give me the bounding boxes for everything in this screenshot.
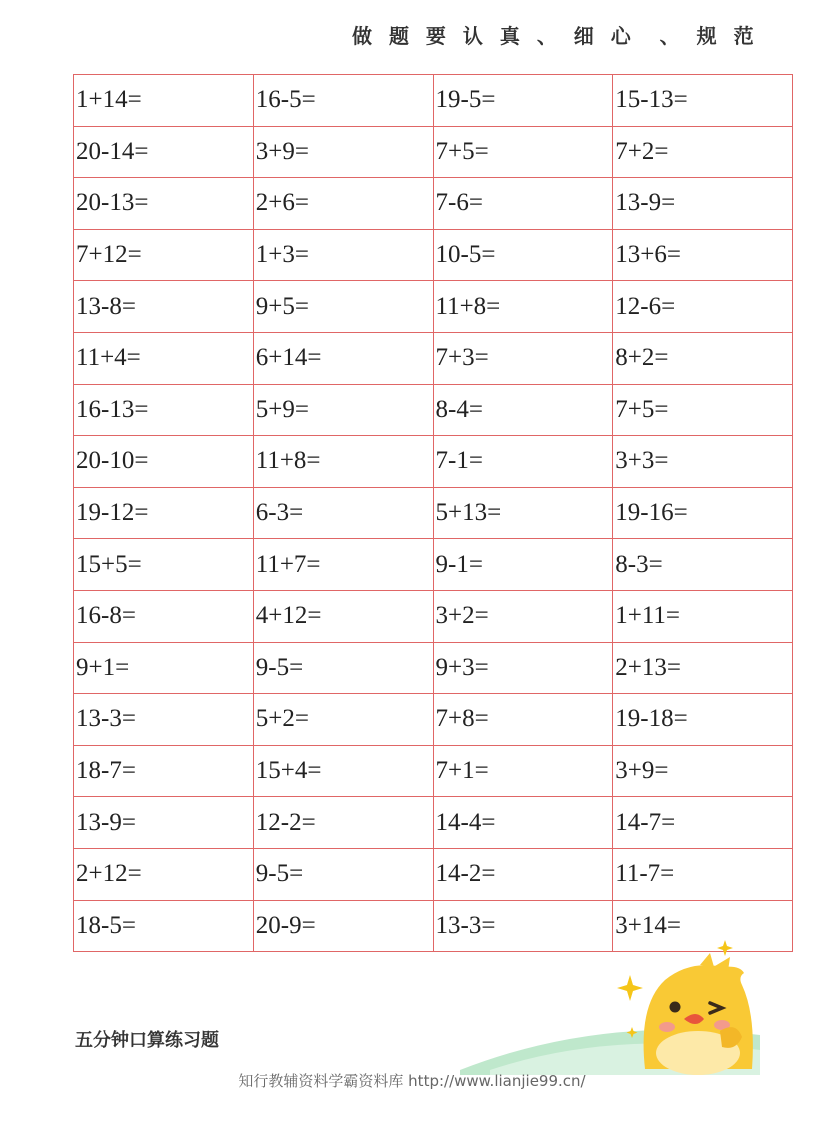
problem-cell: 19-16= [613,487,793,539]
problem-cell: 8-4= [433,384,613,436]
problem-cell: 18-5= [74,900,254,952]
problem-cell: 2+12= [74,848,254,900]
problem-cell: 1+14= [74,75,254,127]
table-row [74,487,793,539]
table-row [74,178,793,230]
table-row [74,694,793,746]
problem-cell: 14-7= [613,797,793,849]
problem-cell: 2+13= [613,642,793,694]
problem-cell: 7+8= [433,694,613,746]
problem-cell: 6+14= [253,332,433,384]
problem-cell: 9+3= [433,642,613,694]
problem-cell: 1+3= [253,229,433,281]
problem-cell: 9+1= [74,642,254,694]
problem-cell: 7+12= [74,229,254,281]
problem-cell: 13-3= [433,900,613,952]
table-row [74,539,793,591]
problem-cell: 7-6= [433,178,613,230]
problem-cell: 14-2= [433,848,613,900]
problem-cell: 7+1= [433,745,613,797]
problem-cell: 16-13= [74,384,254,436]
problem-cell: 4+12= [253,590,433,642]
problem-cell: 5+2= [253,694,433,746]
problem-cell: 11+8= [253,436,433,488]
problem-cell: 9+5= [253,281,433,333]
table-row [74,797,793,849]
problem-cell: 16-8= [74,590,254,642]
problem-cell: 3+3= [613,436,793,488]
problem-cell: 9-5= [253,642,433,694]
problem-cell: 13-9= [613,178,793,230]
problem-cell: 18-7= [74,745,254,797]
problem-cell: 7+5= [613,384,793,436]
problem-cell: 9-5= [253,848,433,900]
table-row [74,126,793,178]
sparkle-icon [617,975,643,1001]
problem-cell: 3+2= [433,590,613,642]
table-row [74,229,793,281]
problem-cell: 14-4= [433,797,613,849]
problem-cell: 13-9= [74,797,254,849]
problem-cell: 20-10= [74,436,254,488]
problem-cell: 13-3= [74,694,254,746]
problem-cell: 3+9= [253,126,433,178]
table-row [74,75,793,127]
table-row [74,332,793,384]
problem-cell: 7+3= [433,332,613,384]
arithmetic-grid [73,74,793,952]
problem-cell: 5+9= [253,384,433,436]
section-title: 五分钟口算练习题 [75,1030,219,1051]
problem-cell: 7-1= [433,436,613,488]
problem-cell: 7+5= [433,126,613,178]
problem-cell: 3+14= [613,900,793,952]
table-row [74,848,793,900]
problem-cell: 2+6= [253,178,433,230]
problem-cell: 11+4= [74,332,254,384]
problem-cell: 13-8= [74,281,254,333]
table-row [74,384,793,436]
problem-cell: 11+7= [253,539,433,591]
problem-cell: 19-12= [74,487,254,539]
problem-cell: 11-7= [613,848,793,900]
problem-cell: 20-13= [74,178,254,230]
problem-cell: 5+13= [433,487,613,539]
problem-cell: 19-18= [613,694,793,746]
problem-cell: 20-14= [74,126,254,178]
problem-cell: 15-13= [613,75,793,127]
problem-cell: 8+2= [613,332,793,384]
problem-cell: 12-6= [613,281,793,333]
problem-cell: 12-2= [253,797,433,849]
sparkle-icon [717,940,733,956]
problem-cell: 6-3= [253,487,433,539]
problem-cell: 15+4= [253,745,433,797]
table-row [74,642,793,694]
problem-cell: 13+6= [613,229,793,281]
problem-cell: 10-5= [433,229,613,281]
table-row [74,281,793,333]
table-row [74,436,793,488]
problem-cell: 7+2= [613,126,793,178]
problem-cell: 20-9= [253,900,433,952]
problem-cell: 16-5= [253,75,433,127]
problem-cell: 8-3= [613,539,793,591]
problem-cell: 11+8= [433,281,613,333]
page-header: 做 题 要 认 真 、 细 心 、 规 范 [352,24,759,48]
source-watermark: 知行教辅资料学霸资料库 http://www.lianjie99.cn/ [238,1072,586,1090]
problem-cell: 3+9= [613,745,793,797]
problem-cell: 9-1= [433,539,613,591]
problem-cell: 15+5= [74,539,254,591]
table-row [74,590,793,642]
problem-cell: 19-5= [433,75,613,127]
table-row [74,745,793,797]
mascot-chick-icon [460,935,760,1075]
problem-cell: 1+11= [613,590,793,642]
